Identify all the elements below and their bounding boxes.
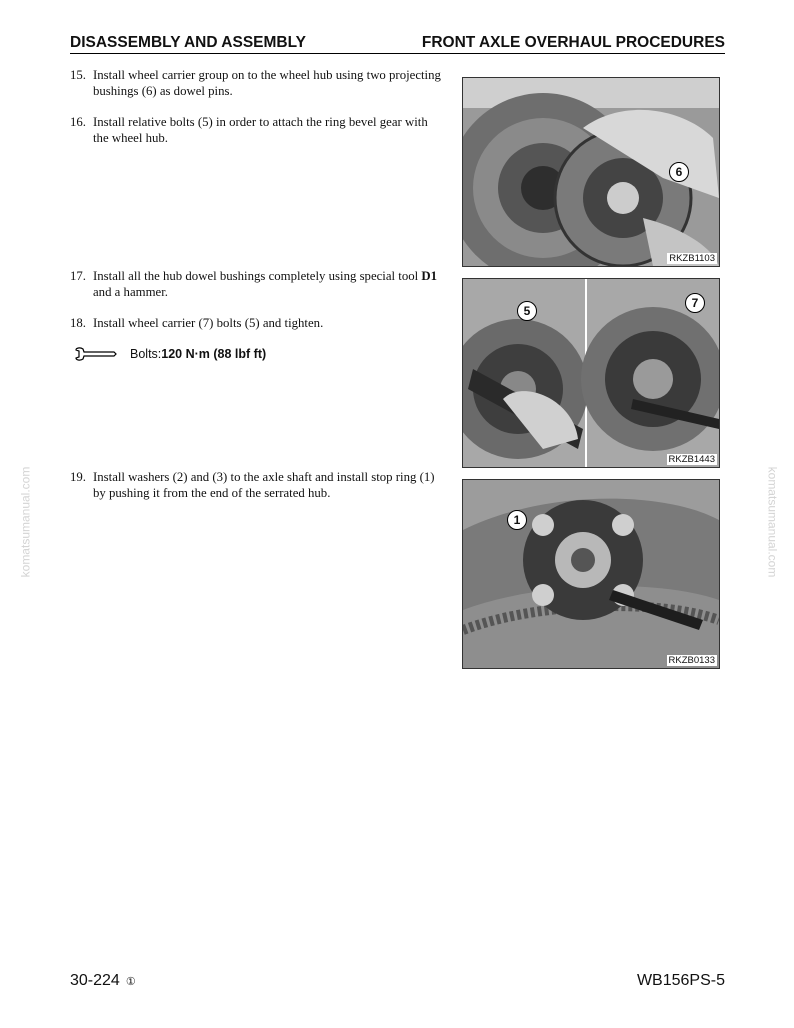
section-title: DISASSEMBLY AND ASSEMBLY — [70, 34, 306, 51]
figure-code: RKZB1443 — [668, 454, 715, 465]
step-text: Install wheel carrier (7) bolts (5) and tighten. — [93, 316, 324, 330]
step-number: 15. — [70, 68, 86, 82]
figure-bolts — [462, 278, 720, 468]
step-number: 19. — [70, 470, 86, 484]
figure-stop-ring — [462, 479, 720, 669]
callout-6: 6 — [669, 162, 689, 182]
step-18 — [70, 316, 445, 332]
revision-mark: ① — [125, 976, 136, 988]
page-number: 30-224 ① — [70, 972, 136, 989]
procedure-title: FRONT AXLE OVERHAUL PROCEDURES — [421, 34, 725, 51]
callout-1: 1 — [507, 510, 527, 530]
torque-label: Bolts: — [130, 347, 162, 361]
torque-value: 120 N·m (88 lbf ft) — [161, 347, 267, 361]
figure-wheel-carrier — [462, 77, 720, 267]
model-number: WB156PS-5 — [636, 972, 725, 989]
step-19 — [70, 470, 445, 501]
page-header — [70, 33, 725, 54]
callout-5: 5 — [517, 301, 537, 321]
callout-7: 7 — [685, 293, 705, 313]
step-16 — [70, 115, 445, 146]
figure-code: RKZB1103 — [669, 253, 715, 264]
step-number: 17. — [70, 269, 86, 283]
figure-code: RKZB0133 — [668, 655, 715, 666]
tool-code: D1 — [421, 269, 438, 283]
stop-ring-photo — [463, 480, 719, 668]
step-text: Install wheel carrier group on to the wheel hub using two projecting bushings (6) as dowel pins. — [93, 68, 441, 98]
wrench-icon — [74, 346, 118, 362]
torque-spec — [74, 345, 266, 363]
wheel-carrier-bolts-photo — [463, 279, 719, 467]
step-text: Install all the hub dowel bushings completely using special tool D1 and a hammer. — [93, 269, 438, 299]
watermark-right: komatsumanual.com — [765, 466, 780, 578]
watermark-left: komatsumanual.com — [18, 466, 33, 578]
step-text: Install washers (2) and (3) to the axle shaft and install stop ring (1) by pushing it from the end of the serrated hub. — [93, 470, 435, 500]
step-text: Install relative bolts (5) in order to attach the ring bevel gear with the wheel hub. — [93, 115, 428, 145]
step-number: 16. — [70, 115, 86, 129]
step-number: 18. — [70, 316, 86, 330]
step-15 — [70, 68, 445, 99]
step-17 — [70, 269, 445, 300]
